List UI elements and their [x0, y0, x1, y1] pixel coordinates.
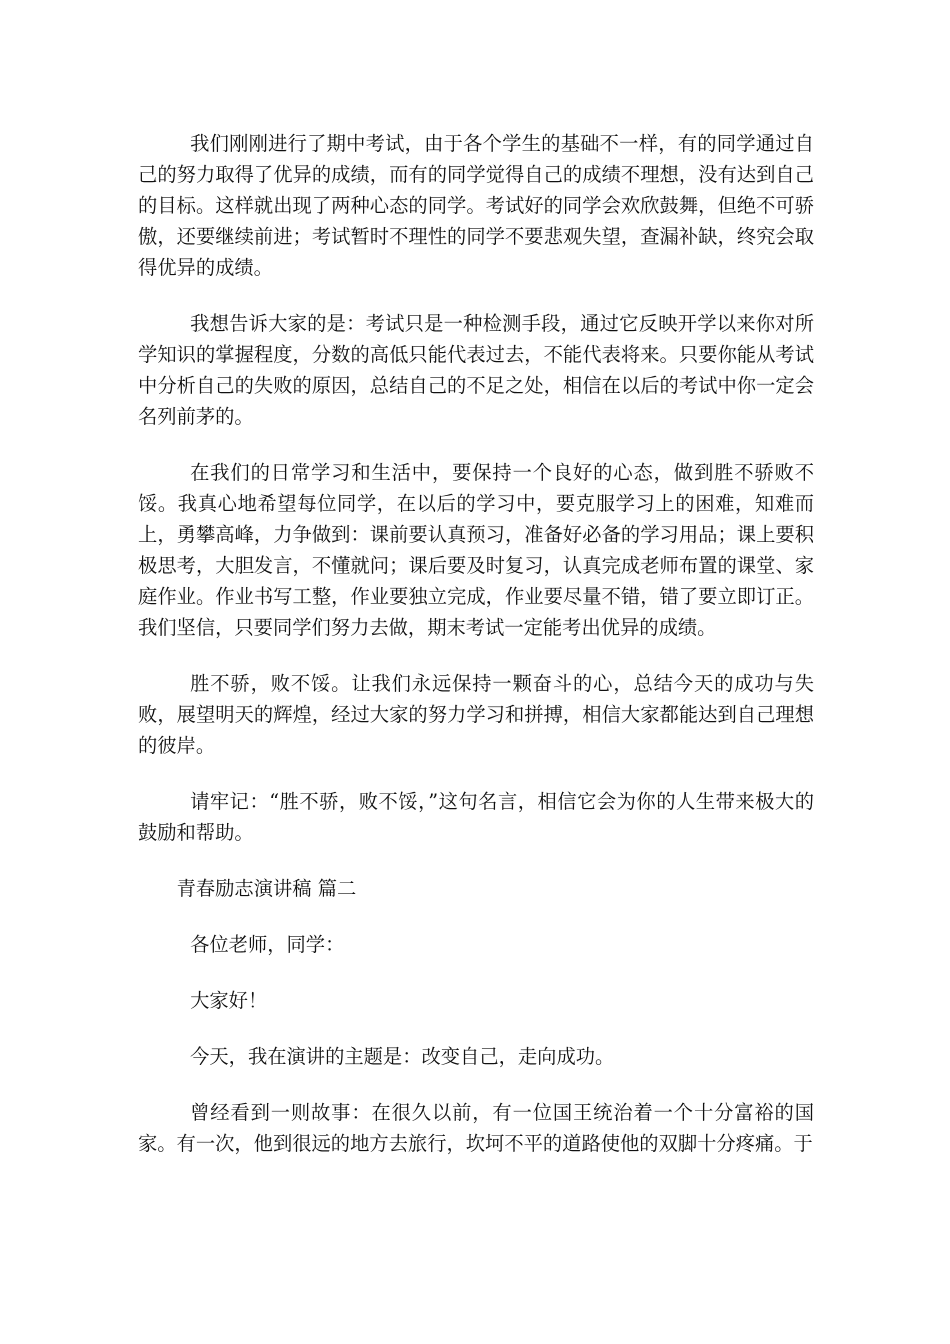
- paragraph-exam: 我们刚刚进行了期中考试，由于各个学生的基础不一样，有的同学通过自己的努力取得了优异的成绩，而有的同学觉得自己的成绩不理想，没有达到自己的目标。这样就出现了两种心态的同学。考试好的同学会欢欣鼓舞，但绝不可骄傲，还要继续前进；考试暂时不理性的同学不要悲观失望，查漏补缺，终究会取得优异的成绩。: [138, 132, 814, 279]
- paragraph-motto: 胜不骄，败不馁。让我们永远保持一颗奋斗的心，总结今天的成功与失败，展望明天的辉煌，经过大家的努力学习和拼搏，相信大家都能达到自己理想的彼岸。: [138, 672, 814, 757]
- document-body: [138, 128, 814, 1159]
- paragraph-exam-purpose: 我想告诉大家的是：考试只是一种检测手段，通过它反映开学以来你对所学知识的掌握程度，分数的高低只能代表过去，不能代表将来。只要你能从考试中分析自己的失败的原因，总结自己的不足之处，相信在以后的考试中你一定会名列前茅的。: [138, 312, 814, 428]
- paragraph-greeting: 各位老师，同学：: [190, 933, 345, 956]
- paragraph-hello: 大家好！: [190, 989, 268, 1012]
- paragraph-remember: 请牢记：“胜不骄，败不馁，”这句名言，相信它会为你的人生带来极大的鼓励和帮助。: [138, 790, 814, 844]
- paragraph-theme: 今天，我在演讲的主题是：改变自己，走向成功。: [190, 1045, 615, 1068]
- paragraph-story: 曾经看到一则故事：在很久以前，有一位国王统治着一个十分富裕的国家。有一次，他到很远的地方去旅行，坎坷不平的道路使他的双脚十分疼痛。于: [138, 1101, 814, 1155]
- paragraph-daily-study: 在我们的日常学习和生活中，要保持一个良好的心态，做到胜不骄败不馁。我真心地希望每位同学，在以后的学习中，要克服学习上的困难，知难而上，勇攀高峰，力争做到：课前要认真预习，准备好必备的学习用品；课上要积极思考，大胆发言，不懂就问；课后要及时复习，认真完成老师布置的课堂、家庭作业。作业书写工整，作业要独立完成，作业要尽量不错，错了要立即订正。我们坚信，只要同学们努力去做，期末考试一定能考出优异的成绩。: [138, 461, 814, 639]
- section-heading: 青春励志演讲稿 篇二: [176, 877, 357, 900]
